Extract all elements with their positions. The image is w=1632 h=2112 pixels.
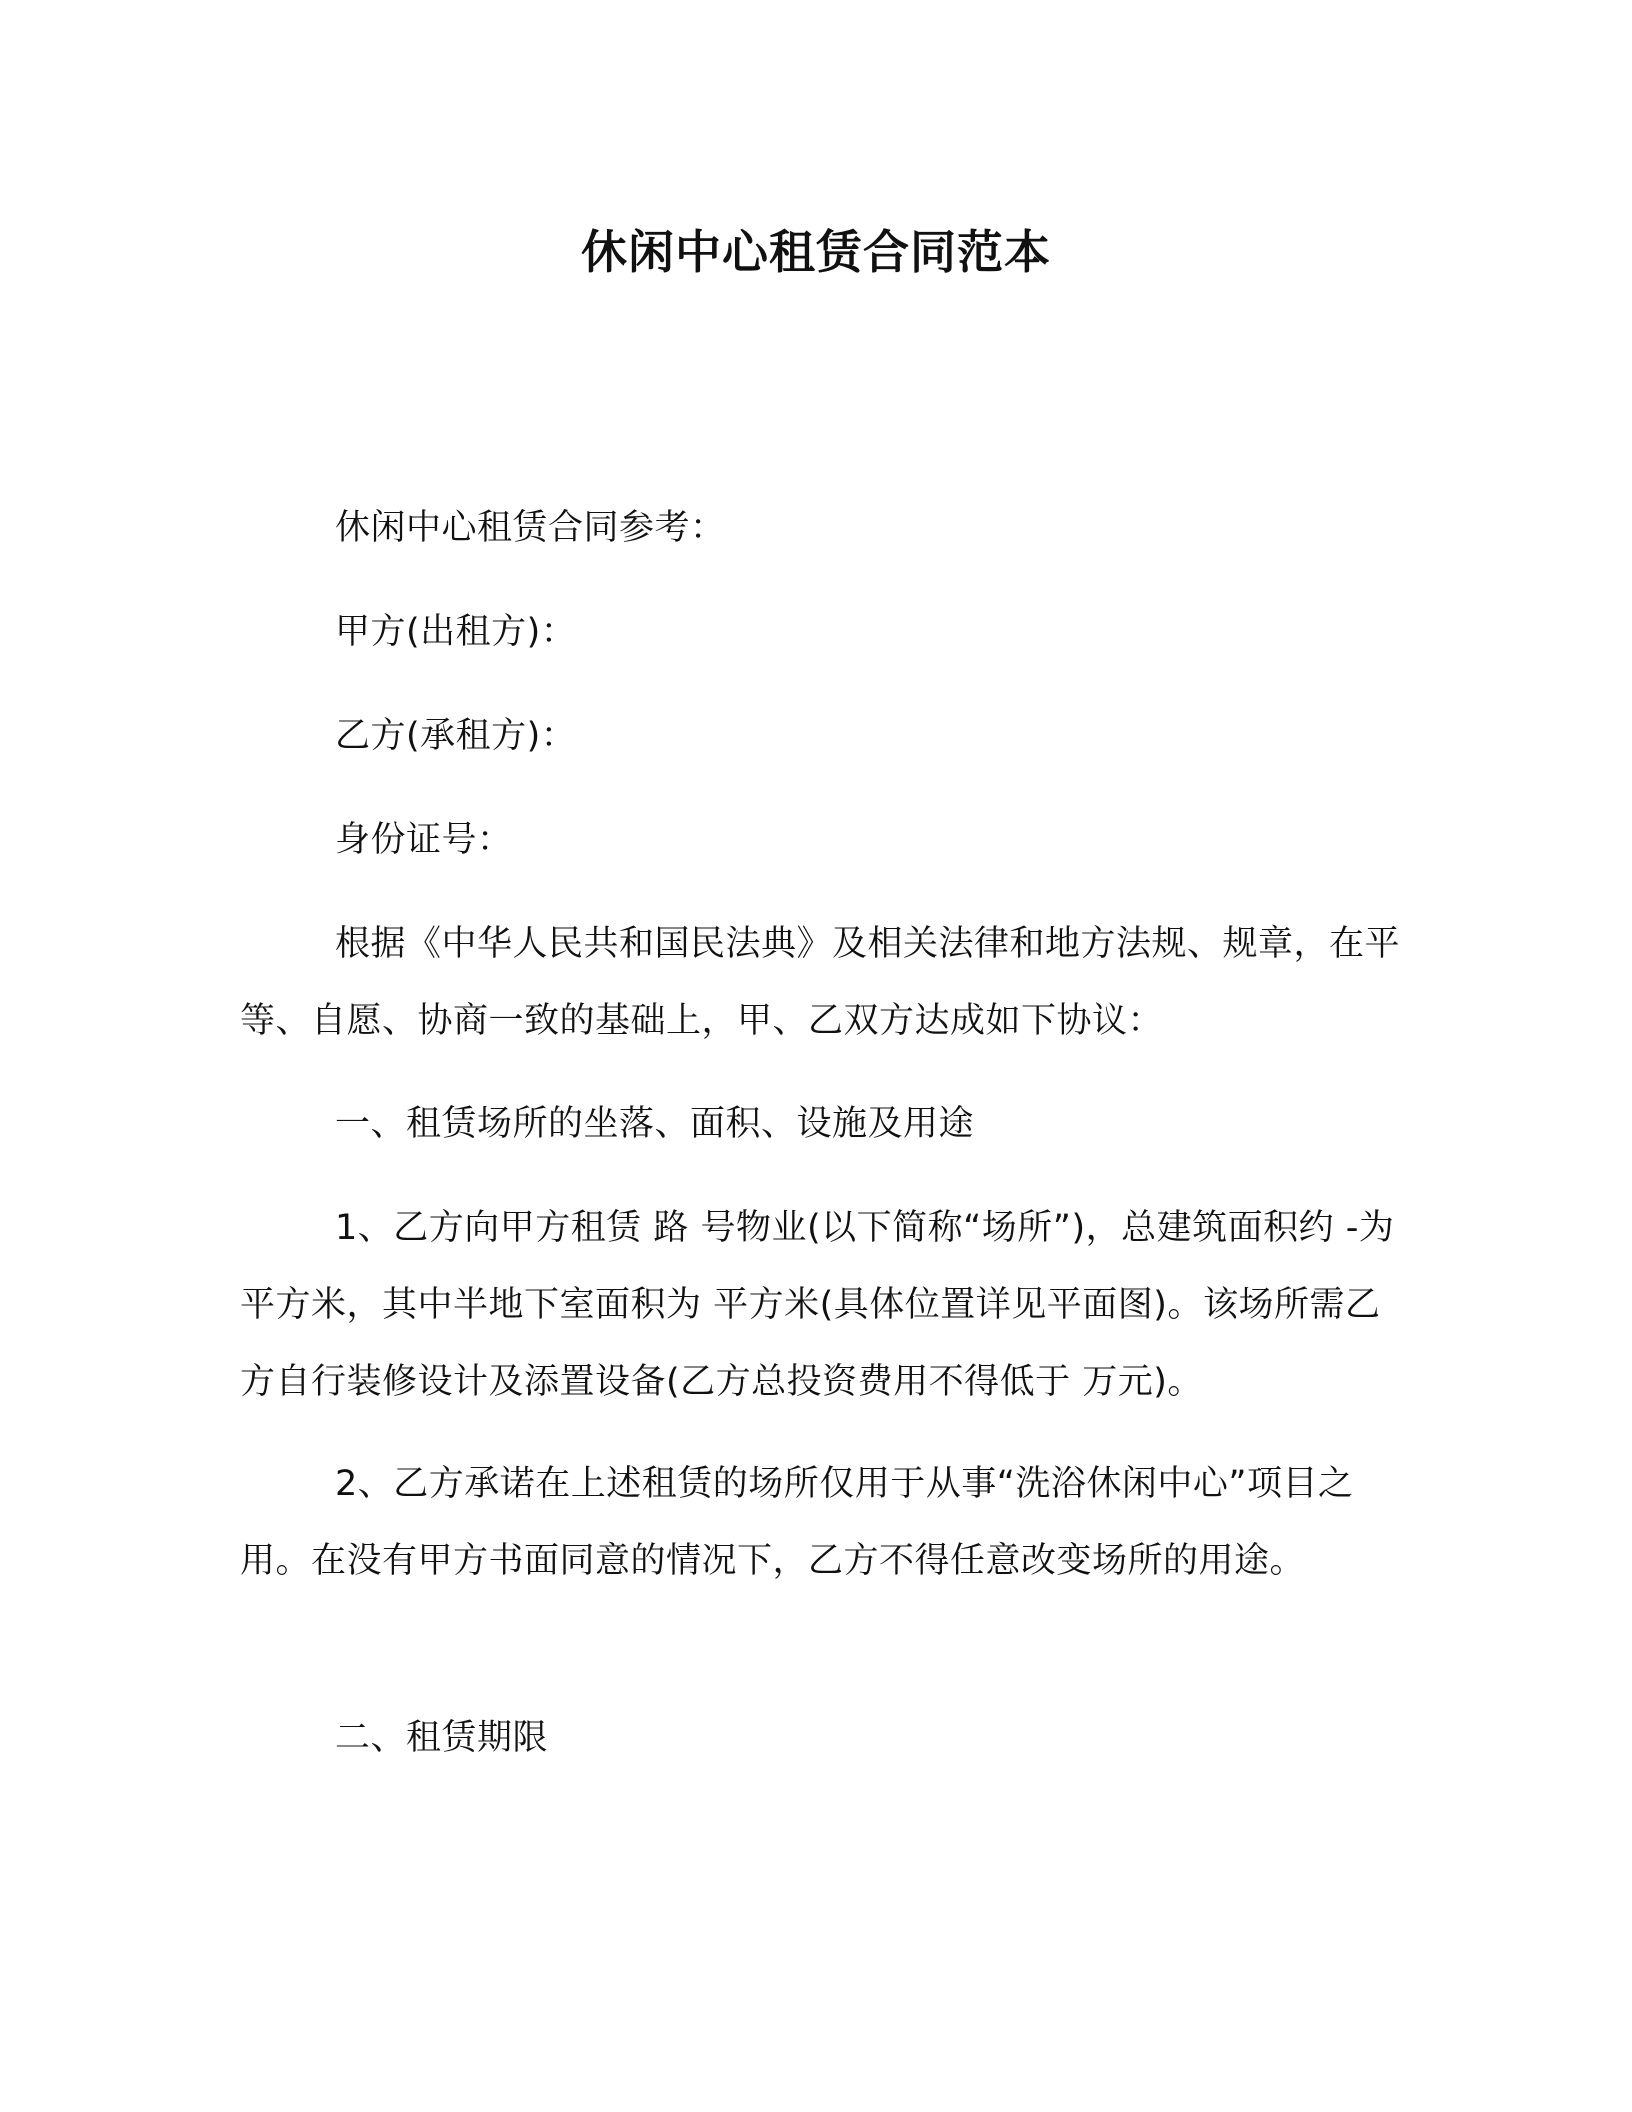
party-b-line: 乙方(承租方)：	[335, 716, 577, 756]
clause-1-paragraph: 1、乙方向甲方租赁 路 号物业(以下简称“场所”)，总建筑面积约 -为 平方米，其中半地下室面积为 平方米(具体位置详见平面图)。该场所需乙方自行装修设计及添置设备(乙方总投资费用不得低于 万元)。	[240, 1208, 1395, 1402]
section-heading-2: 二、租赁期限	[335, 1718, 549, 1758]
document-title: 休闲中心租赁合同范本	[581, 225, 1051, 279]
preamble-paragraph: 根据《中华人民共和国民法典》及相关法律和地方法规、规章，在平等、自愿、协商一致的基础上，甲、乙双方达成如下协议：	[240, 924, 1401, 1041]
intro-line: 休闲中心租赁合同参考：	[335, 508, 726, 548]
clause-2-paragraph: 2、乙方承诺在上述租赁的场所仅用于从事“洗浴休闲中心”项目之用。在没有甲方书面同意的情况下，乙方不得任意改变场所的用途。	[240, 1464, 1354, 1581]
party-a-line: 甲方(出租方)：	[335, 612, 577, 652]
id-number-line: 身份证号：	[335, 820, 513, 860]
section-heading-1: 一、租赁场所的坐落、面积、设施及用途	[335, 1104, 975, 1144]
